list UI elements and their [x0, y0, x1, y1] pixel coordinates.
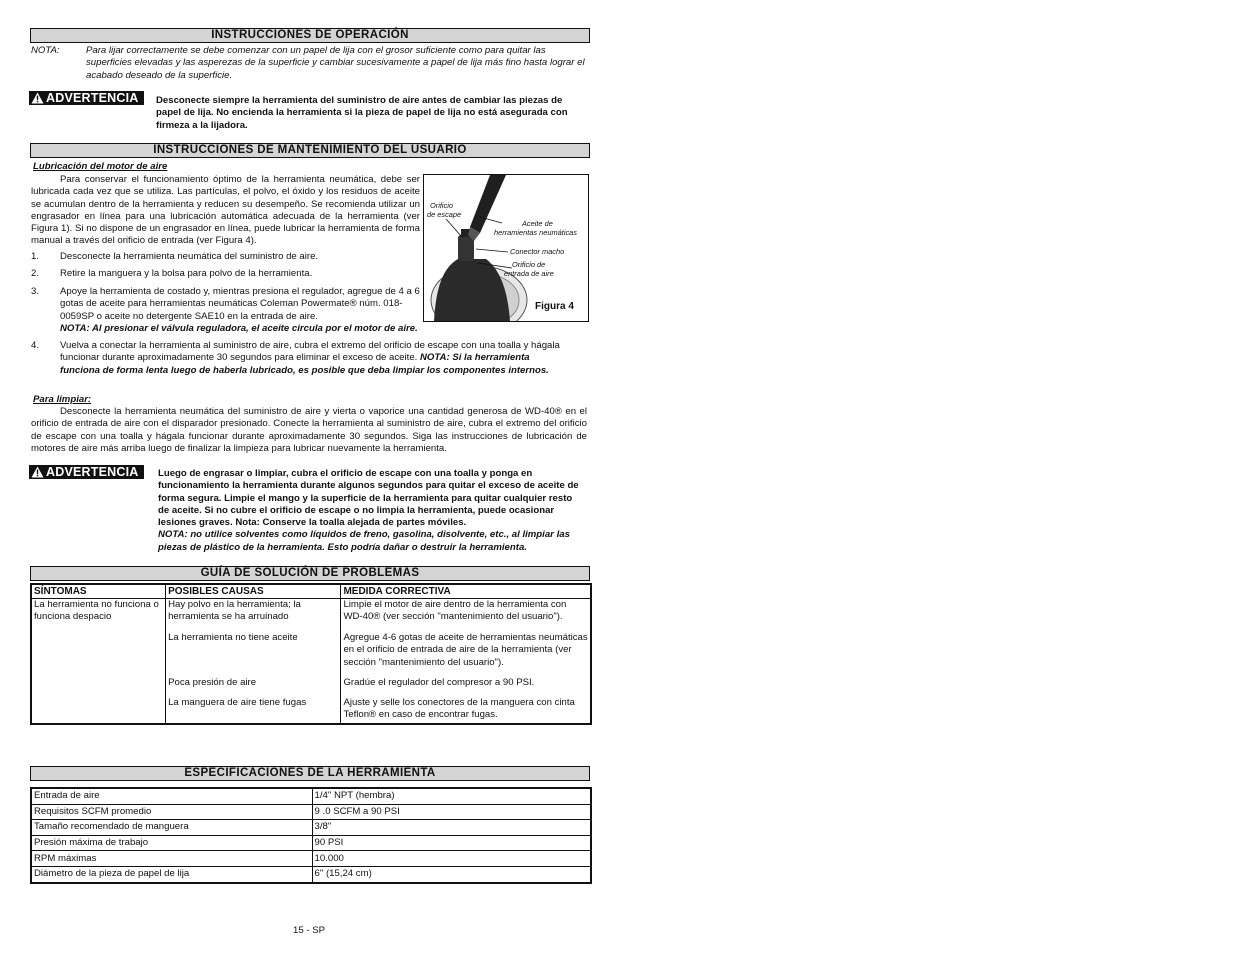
warning-note-2: NOTA: no utilice solventes como líquidos de freno, gasolina, disolvente, etc., al limpiar las piezas de plástico de la herramienta. Esto podría dañar o destruir la herramienta.	[158, 529, 570, 553]
spec-label: Presión máxima de trabajo	[31, 835, 312, 851]
cause-3: Poca presión de aire	[168, 677, 257, 688]
remedy-4: Ajuste y selle los conectores de la manguera con cinta Teflon® en caso de encontrar fugas.	[343, 697, 575, 721]
causes-cell	[166, 599, 341, 724]
spec-row	[31, 835, 591, 851]
spec-label: Tamaño recomendado de manguera	[31, 820, 312, 836]
spec-label: Entrada de aire	[31, 788, 312, 804]
spec-row	[31, 820, 591, 836]
step-3: 3. Apoye la herramienta de costado y, mientras presiona el regulador, agregue de 4 a 6 gotas de aceite para herramientas neumáticas Coleman Powermate® núm. 018-0059SP o aceite no detergente SAE10 en la entrada de aire. NOTA: Al presionar el válvula reguladora, el aceite circula por el motor de aire.	[31, 286, 451, 335]
spec-value: 6" (15,24 cm)	[312, 866, 591, 882]
figure-label-inlet-2: entrada de aire	[504, 269, 554, 278]
symptom-cell: La herramienta no funciona o funciona despacio	[31, 599, 166, 724]
spec-label: Requisitos SCFM promedio	[31, 804, 312, 820]
figure-label-oil-1: Aceite de	[522, 219, 553, 228]
specs-table	[30, 787, 592, 884]
header-remedy: MEDIDA CORRECTIVA	[341, 584, 591, 599]
header-symptoms: SÍNTOMAS	[31, 584, 166, 599]
figure-label-inlet-1: Orificio de	[512, 260, 546, 269]
sander-lubrication-illustration	[424, 175, 588, 321]
header-causes: POSIBLES CAUSAS	[166, 584, 341, 599]
troubleshooting-section-title: GUÍA DE SOLUCIÓN DE PROBLEMAS	[30, 566, 590, 581]
warning-badge-1	[29, 91, 144, 105]
remedy-1: Limpie el motor de aire dentro de la herramienta con WD-40® (ver sección "mantenimiento del usuario").	[343, 599, 567, 623]
spec-row	[31, 804, 591, 820]
warning-label-2: ADVERTENCIA	[46, 465, 139, 479]
figure-4	[423, 174, 589, 322]
remedies-cell	[341, 599, 591, 724]
spec-value: 10.000	[312, 851, 591, 867]
spec-value: 9 .0 SCFM a 90 PSI	[312, 804, 591, 820]
figure-label-connector: Conector macho	[510, 247, 565, 256]
spec-label: RPM máximas	[31, 851, 312, 867]
warning-text-1: Desconecte siempre la herramienta del suministro de aire antes de cambiar las piezas de papel de lija. No encienda la herramienta si la pieza de papel de lija no está asegurada con firmeza a la lijadora.	[156, 95, 568, 131]
lubrication-text: Para conservar el funcionamiento óptimo de la herramienta neumática, debe ser lubricada cada vez que se utiliza. Las partículas, el polvo, el óxido y los residuos de aceite se acumulan dentro de la herramienta y reducen su desempeño. Se recomienda utilizar un engrasador en línea para una lubricación automática adecuada de la herramienta (ver Figura 1). Si no dispone de un engrasador en línea, puede lubricar la herramienta de forma manual a través del orificio de entrada (ver Figura 4).	[31, 174, 420, 247]
nota-label: NOTA:	[31, 45, 60, 56]
spec-value: 3/8"	[312, 820, 591, 836]
spec-row	[31, 788, 591, 804]
warning-block-2	[158, 468, 582, 554]
warning-triangle-icon	[31, 466, 44, 478]
specs-section-title: ESPECIFICACIONES DE LA HERRAMIENTA	[30, 766, 590, 781]
spec-label: Diámetro de la pieza de papel de lija	[31, 866, 312, 882]
remedy-3: Gradúe el regulador del compresor a 90 PSI.	[343, 677, 535, 688]
warning-triangle-icon	[31, 92, 44, 104]
step-4-note: NOTA: Si la herramienta funciona de forma lenta luego de haberla lubricado, es posible que deba limpiar los componentes internos.	[60, 352, 549, 376]
cause-2: La herramienta no tiene aceite	[168, 632, 298, 643]
cause-4: La manguera de aire tiene fugas	[168, 697, 307, 708]
cleaning-heading: Para limpiar:	[33, 394, 92, 405]
nota-text: Para lijar correctamente se debe comenzar con un papel de lija con el grosor suficiente como para quitar las superficies elevadas y las asperezas de la superficie y cambiar sucesivamente a papel de lija más fino hasta lograr el acabado deseado de la superficie.	[86, 45, 585, 81]
step-4: 4. Vuelva a conectar la herramienta al suministro de aire, cubra el extremo del orificio de escape con una toalla y hágala funcionar durante aproximadamente 30 segundos para eliminar el exceso de aceite. NOTA: Si la herramienta funciona de forma lenta luego de haberla lubricado, es posible que deba limpiar los componentes internos.	[31, 340, 560, 376]
step-1: 1. Desconecte la herramienta neumática del suministro de aire.	[31, 251, 319, 262]
maintenance-section-title: INSTRUCCIONES DE MANTENIMIENTO DEL USUARIO	[30, 143, 590, 158]
spec-row	[31, 866, 591, 882]
operation-section-title: INSTRUCCIONES DE OPERACIÓN	[30, 28, 590, 43]
lubrication-heading: Lubricación del motor de aire	[33, 161, 168, 172]
step-2: 2. Retire la manguera y la bolsa para polvo de la herramienta.	[31, 268, 313, 279]
warning-label-1: ADVERTENCIA	[46, 91, 139, 105]
figure-label-oil-2: herramientas neumáticas	[494, 228, 577, 237]
page-number: 15 - SP	[293, 925, 325, 936]
figure-label-exhaust-2: de escape	[427, 210, 462, 219]
warning-badge-2	[29, 465, 144, 479]
troubleshooting-table	[30, 583, 592, 725]
cleaning-text: Desconecte la herramienta neumática del suministro de aire y vierta o vaporice una cantidad generosa de WD-40® en el orificio de entrada de aire con el disparador presionado. Conecte la herramienta al suministro de aire, cubra el extremo del orificio de escape con una toalla y hágala funcionar durante aproximadamente 30 segundos. Siga las instrucciones de lubricación de motores de aire más arriba luego de finalizar la limpieza para lubricar nuevamente la herramienta.	[31, 406, 587, 454]
warning-text-2: Luego de engrasar o limpiar, cubra el orificio de escape con una toalla y ponga en funcionamiento la herramienta durante algunos segundos para quitar el exceso de aceite de forma segura. Limpie el mango y la superficie de la herramienta para quitar cualquier resto de aceite. Si no cubre el orificio de escape o no limpia la herramienta, puede ocasionar lesiones graves. Nota: Conserve la toalla alejada de partes móviles.	[158, 468, 579, 529]
figure-caption: Figura 4	[535, 301, 574, 312]
cause-1: Hay polvo en la herramienta; la herramienta se ha arruinado	[168, 599, 301, 623]
spec-value: 1/4" NPT (hembra)	[312, 788, 591, 804]
remedy-2: Agregue 4-6 gotas de aceite de herramientas neumáticas en el orificio de entrada de aire de la herramienta (ver sección "mantenimiento del usuario").	[343, 632, 588, 668]
figure-label-exhaust-1: Orificio	[430, 201, 453, 210]
spec-row	[31, 851, 591, 867]
spec-value: 90 PSI	[312, 835, 591, 851]
step-3-note: NOTA: Al presionar el válvula reguladora, el aceite circula por el motor de aire.	[60, 322, 418, 334]
